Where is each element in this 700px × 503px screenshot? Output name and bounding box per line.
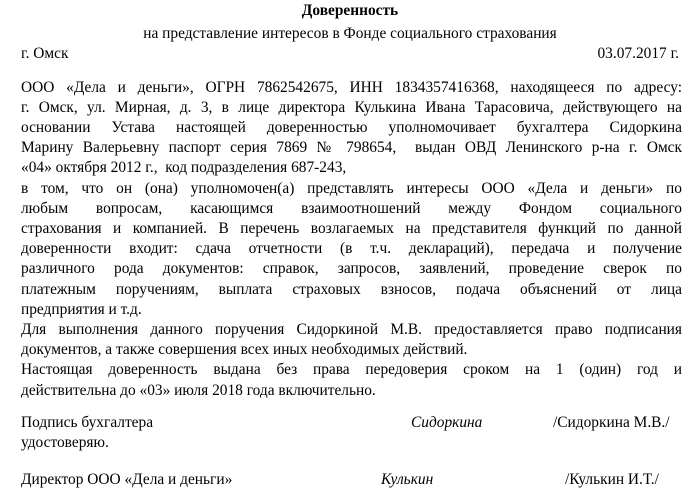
accountant-name: /Сидоркина М.В./: [553, 414, 670, 431]
body-line: доверенности входит: сдача отчетности (в т.ч. деклараций), передача и получение: [21, 240, 682, 257]
document-date: 03.07.2017 г.: [597, 45, 679, 62]
document-city: г. Омск: [21, 45, 69, 62]
body-line: Для выполнения данного поручения Сидоркиной М.В. предоставляется право подписания: [21, 321, 682, 338]
body-line: документов, а также совершения всех иных необходимых действий.: [21, 341, 468, 358]
body-line: платежным поручениям, выплата страховых взносов, подача объяснений от лица: [21, 281, 682, 298]
certify-label: удостоверяю.: [21, 434, 109, 451]
body-line: любым вопросам, касающимся взаимоотношений между Фондом социального: [21, 200, 682, 217]
body-line: Настоящая доверенность выдана без права передоверия сроком на 1 (один) год и: [21, 361, 682, 378]
body-line: предприятия и т.д.: [21, 301, 142, 318]
body-line: основании Устава настоящей доверенностью уполномочивает бухгалтера Сидоркина: [21, 119, 682, 136]
accountant-signature: Сидоркина: [411, 414, 483, 431]
body-line: ООО «Дела и деньги», ОГРН 7862542675, ИНН 1834357416368, находящееся по адресу:: [21, 79, 682, 96]
document-title: Доверенность: [301, 2, 399, 19]
body-line: Марину Валерьевну паспорт серия 7869 № 798654, выдан ОВД Ленинского р-на г. Омск: [21, 139, 682, 156]
director-signature: Кулькин: [381, 471, 434, 488]
document-subtitle: на представление интересов в Фонде социального страхования: [143, 25, 557, 42]
director-signature-label: Директор ООО «Дела и деньги»: [21, 471, 233, 488]
director-name: /Кулькин И.Т./: [565, 471, 659, 488]
body-line: различного рода документов: справок, запросов, заявлений, проведение сверок по: [21, 260, 682, 277]
body-line: действительна до «03» июля 2018 года включительно.: [21, 382, 376, 399]
body-line: страхования и компанией. В перечень возлагаемых на представителя функций по данной: [21, 220, 682, 237]
body-line: г. Омск, ул. Мирная, д. 3, в лице директора Кулькина Ивана Тарасовича, действующего на: [21, 99, 682, 116]
body-line: «04» октября 2012 г., код подразделения 687-243,: [21, 159, 347, 176]
accountant-signature-label: Подпись бухгалтера: [21, 414, 154, 431]
body-line: в том, что он (она) уполномочен(а) представлять интересы ООО «Дела и деньги» по: [21, 180, 682, 197]
